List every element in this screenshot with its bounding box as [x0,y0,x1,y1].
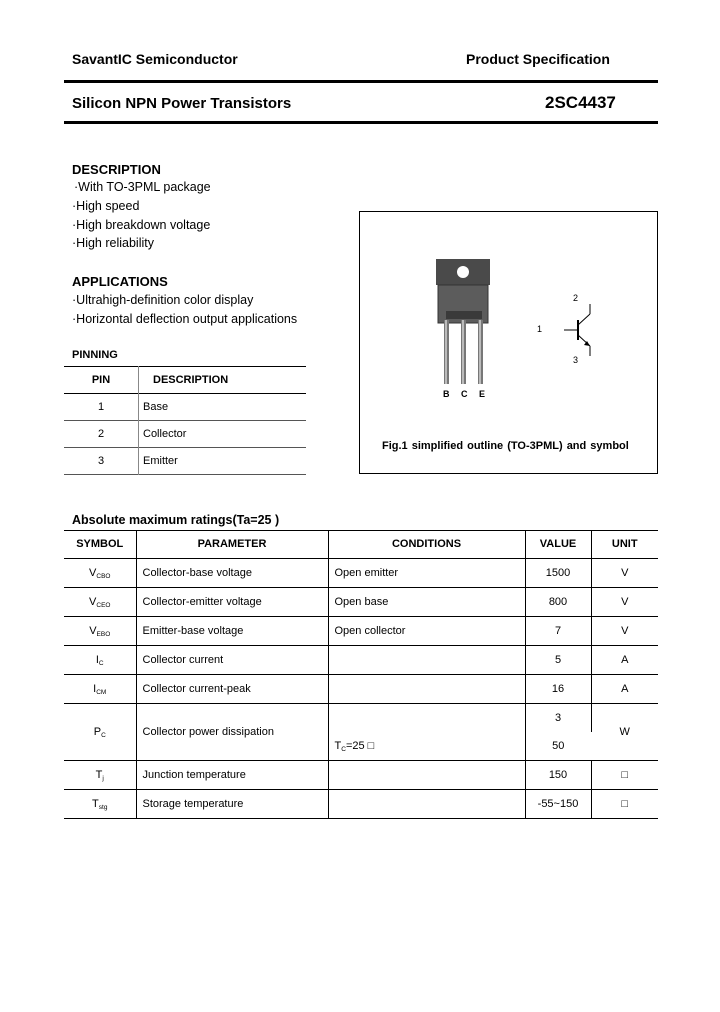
table-row [64,761,658,790]
pin-description: Emitter [143,455,178,467]
symbol-cell: $V_{CBO}$ [64,559,136,588]
part-number: 2SC4437 [545,93,616,112]
doc-type: Product Specification [466,51,610,67]
pinning-header-row [64,367,306,394]
pin-letter-c: C [461,389,468,399]
unit-cell: A [621,654,629,666]
table-row [64,394,306,421]
symbol-label-3: 3 [573,355,579,365]
value-cell: 800 [525,588,591,617]
applications-item: ·Ultrahigh-definition color display [72,293,254,307]
conditions-cell [328,761,525,790]
symbol-label-1: 1 [537,324,543,334]
symbol-cell: $I_C$ [64,646,136,675]
pin-number: 1 [64,394,139,421]
ratings-header-row [64,530,658,559]
unit-cell: A [621,683,629,695]
pinning-title: PINNING [72,349,118,361]
symbol-cell: $V_{CEO}$ [64,588,136,617]
description-title: DESCRIPTION [72,162,161,177]
value-cell: 1500 [525,559,591,588]
pin-letter-b: B [443,389,450,399]
conditions-cell: Open base [328,588,525,617]
value-cell: 16 [525,675,591,704]
pin-header: PIN [64,367,139,394]
header-rule-top [64,80,658,83]
value-cell: 7 [525,617,591,646]
value-header: VALUE [525,530,591,559]
ratings-table [64,530,658,819]
applications-item: ·Horizontal deflection output applications [72,312,298,326]
symbol-cell: $T_{stg}$ [64,790,136,819]
symbol-label-2: 2 [573,293,579,303]
symbol-cell: $I_{CM}$ [64,675,136,704]
value-cell: 3 [525,704,591,733]
unit-cell: □ [621,798,629,810]
parameter-header: PARAMETER [136,530,328,559]
value-cell: 50 [552,740,565,752]
description-item: ·High speed [72,199,140,213]
table-row [64,675,658,704]
description-item: ·High reliability [72,236,154,250]
conditions-cell [328,675,525,704]
description-item: ·High breakdown voltage [72,218,211,232]
unit-cell: V [621,625,629,637]
figure-caption: Fig.1 simplified outline (TO-3PML) and symbol [382,440,629,452]
parameter-cell: Collector-base voltage [136,559,328,588]
npn-transistor-symbol-icon [550,290,630,370]
conditions-header: CONDITIONS [328,530,525,559]
applications-title: APPLICATIONS [72,274,168,289]
parameter-cell: Emitter-base voltage [136,617,328,646]
value-cell: 150 [525,761,591,790]
parameter-cell: Storage temperature [136,790,328,819]
pin-description: Collector [143,428,187,440]
conditions-cell: Open collector [328,617,525,646]
table-row [64,421,306,448]
unit-cell: □ [621,769,629,781]
symbol-header: SYMBOL [64,530,136,559]
table-row [64,588,658,617]
conditions-cell [328,704,525,733]
table-row [64,559,658,588]
conditions-cell [328,790,525,819]
pin-description: Base [143,401,169,413]
conditions-cell: $T_C=25$ □ [328,732,525,761]
table-row [64,646,658,675]
product-line: Silicon NPN Power Transistors [72,95,292,112]
pin-number: 2 [64,421,139,448]
conditions-cell: Open emitter [328,559,525,588]
symbol-cell: $V_{EBO}$ [64,617,136,646]
symbol-cell: $T_j$ [64,761,136,790]
outline-figure [359,211,658,474]
table-row [64,617,658,646]
parameter-cell: Collector current [136,646,328,675]
unit-header: UNIT [591,530,658,559]
pin-number: 3 [64,448,139,475]
parameter-cell: Collector current-peak [136,675,328,704]
table-row [64,790,658,819]
company-name: SavantIC Semiconductor [72,51,238,67]
value-cell: 5 [525,646,591,675]
ratings-title: Absolute maximum ratings(Ta=25 ) [72,513,280,527]
conditions-cell [328,646,525,675]
unit-cell: V [621,596,629,608]
parameter-cell: Collector power dissipation [136,704,328,761]
pinning-table [64,366,306,475]
unit-cell: W [591,704,658,761]
value-cell: -55~150 [525,790,591,819]
parameter-cell: Collector-emitter voltage [136,588,328,617]
pin-description-header: DESCRIPTION [153,374,229,386]
parameter-cell: Junction temperature [136,761,328,790]
symbol-cell: $P_C$ [64,704,136,761]
header-rule-bottom [64,121,658,124]
table-row [64,448,306,475]
table-row [64,704,658,733]
description-item: ·With TO-3PML package [74,180,211,194]
unit-cell: V [621,567,629,579]
pin-letter-e: E [479,389,486,399]
